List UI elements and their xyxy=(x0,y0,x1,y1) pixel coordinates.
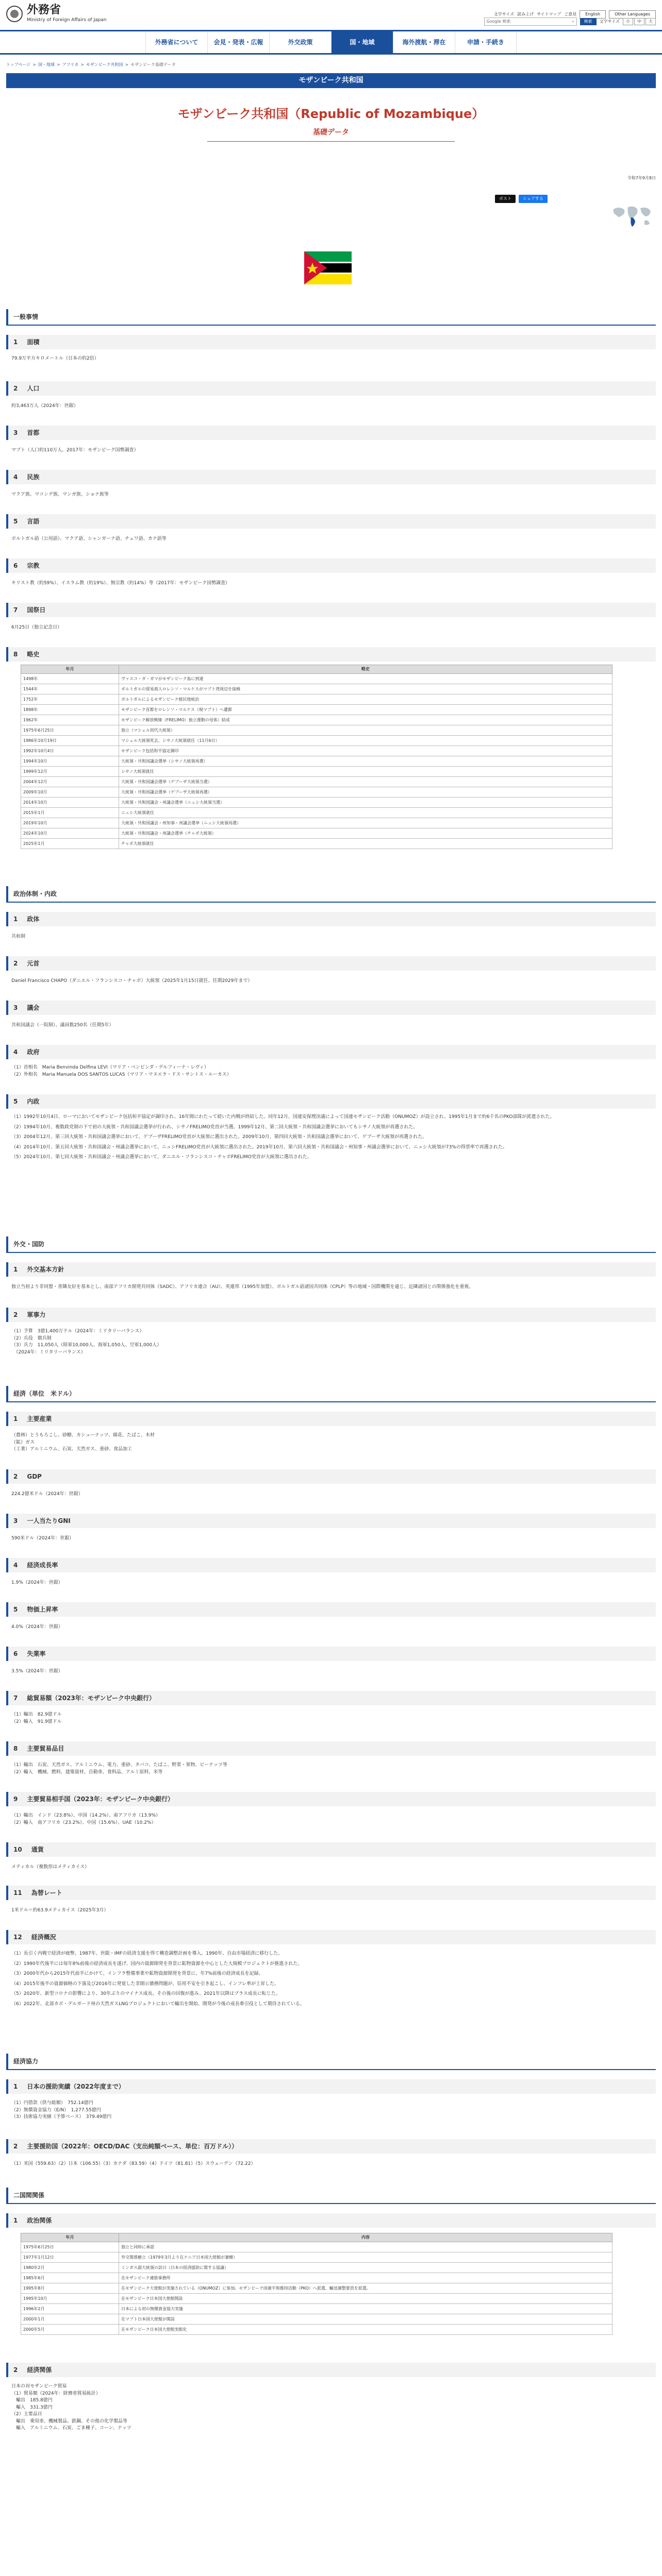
table-cell-content: モザンビーク解放戦線（FRELIMO）独立運動の母体）結成 xyxy=(119,715,613,725)
section-heading: 政治体制・内政 xyxy=(6,886,656,903)
item-gdp-value: 224.2億米ドル（2024年：世銀） xyxy=(11,1492,83,1497)
section-cooperation xyxy=(0,2054,662,2070)
item-heading: 6 失業率 xyxy=(6,1647,656,1661)
table-cell-date: 2000年5月 xyxy=(21,2325,119,2335)
table-cell-content: ポルトガルの貿易商人ロレンソ・マルケスがマプト湾周辺を探検 xyxy=(119,684,613,694)
util-link-feedback[interactable]: ご意見 xyxy=(564,12,577,16)
site-header xyxy=(0,0,662,29)
item-heading: 8 略史 xyxy=(6,647,656,662)
share-buttons xyxy=(495,195,548,203)
table-row xyxy=(21,798,613,808)
table-row xyxy=(21,715,613,725)
table-row xyxy=(21,736,613,746)
table-cell-content: ニュシ大統領就任 xyxy=(119,808,613,818)
table-row xyxy=(21,746,613,756)
item-heading: 6 宗教 xyxy=(6,558,656,573)
item-national-day xyxy=(0,603,662,617)
item-trade-partners-value: （1）輸出 インド（23.8%）、中国（14.2%）、南アフリカ（13.9%） （2）輸入 南アフリカ（23.2%）、中国（15.6%）、UAE（10.2%） xyxy=(11,1813,161,1825)
item-language-value: ポルトガル語（公用語）、マクア語、シャンガーナ語、チェワ語、カナ語等 xyxy=(11,536,167,541)
util-link-sitemap[interactable]: サイトマップ xyxy=(537,12,561,16)
item-domestic-politics-value: （1）1992年10月4日、ローマにおいてモザンビーク包括和平協定が調印され、16年間にわたって続いた内戦が終結した。同年12月、国連安保理決議によって国連モザンビーク活動（ONUMOZ）が設立され、1995年1月まで約6千名のPKO部隊が派遣された。 （2）1994年10月、複数政党制の下で初の大統領・共和国議会選挙が行われ、シサノFRELIMO党首が当選。1999年12月、第二回大統領・共和国議会選挙においてもシサノ大統領が再選された。 （3）2004年12月、第三回大統領・共和国議会選挙において、ゲブーザFRELIMO党首が大統領に選出された。2009年10月、第四回大統領・共和国議会選挙において、ゲブーザ大統領が再選された。 （4）2014年10月、第五回大統領・共和国議会・州議会選挙において、ニュシFRELIMO党首が大統領に選出された。2019年10月、第六回大統領・共和国議会・州知事・州議会選挙において、ニュシ大統領が73%の得票率で再選された。 （5）2024年10月、第七回大統領・共和国議会・州議会選挙において、ダニエル・フランシスコ・チャポFRELIMO党首が大統領に選出された。 xyxy=(11,1114,555,1160)
table-cell-date: 1977年1月12日 xyxy=(21,2252,119,2263)
item-growth-value: 1.9%（2024年：世銀） xyxy=(11,1580,63,1585)
item-history xyxy=(0,647,662,662)
logo-english: Ministry of Foreign Affairs of Japan xyxy=(27,18,107,23)
table-row xyxy=(21,2325,613,2335)
table-cell-date: 1898年 xyxy=(21,705,119,715)
table-cell-date: 1498年 xyxy=(21,674,119,684)
table-cell-content: 在モザンビーク大使館が実施されている（ONUMOZ）に参加。モザンビーク国連平和維持活動（PKO）へ派遣、輸送調整要員を派遣。 xyxy=(119,2283,613,2294)
breadcrumb: トップページ > 国・地域 > アフリカ > モザンビーク共和国 > モザンビーク基礎データ xyxy=(6,62,176,67)
table-cell-date: 1996年2月 xyxy=(21,2304,119,2314)
item-foreign-policy-value: 独立当初より非同盟・善隣友好を基本とし、南部アフリカ開発共同体（SADC）、アフリカ連合（AU）、英連邦（1995年加盟）、ポルトガル語諸国共同体（CPLP）等の地域・国際機関を通じ、近隣諸国との関係強化を重視。 xyxy=(11,1284,474,1290)
share-x-button[interactable]: ポスト xyxy=(495,195,516,203)
item-heading: 3 議会 xyxy=(6,1001,656,1015)
item-heading: 7 国祭日 xyxy=(6,603,656,617)
table-cell-content: 在モザンビーク連絡事務所 xyxy=(119,2273,613,2283)
section-heading: 経済（単位 米ドル） xyxy=(6,1386,656,1402)
table-cell-date: 1975年6月25日 xyxy=(21,725,119,736)
item-area xyxy=(0,335,662,349)
table-row xyxy=(21,2263,613,2273)
table-row xyxy=(21,2304,613,2314)
table-row xyxy=(21,705,613,715)
table-row xyxy=(21,694,613,705)
item-heading: 9 主要貿易相手国（2023年：モザンビーク中央銀行） xyxy=(6,1792,656,1806)
item-heading: 1 主要産業 xyxy=(6,1412,656,1426)
table-row xyxy=(21,828,613,839)
table-row xyxy=(21,674,613,684)
table-cell-date: 1962年 xyxy=(21,715,119,725)
global-nav xyxy=(0,30,662,55)
country-banner: モザンビーク共和国 xyxy=(6,73,656,88)
table-cell-date: 1999年12月 xyxy=(21,767,119,777)
publish-date: 令和7年9月8日 xyxy=(627,176,656,180)
item-heading: 7 総貿易額（2023年：モザンビーク中央銀行） xyxy=(6,1691,656,1705)
table-row xyxy=(21,756,613,767)
table-cell-date: 1544年 xyxy=(21,684,119,694)
table-cell-date: 2009年10月 xyxy=(21,787,119,798)
table-row xyxy=(21,777,613,787)
history-table xyxy=(21,665,613,849)
mofa-seal-icon xyxy=(6,6,23,22)
item-trade-value: （1）輸出 82.9億ドル （2）輸入 91.9億ドル xyxy=(11,1712,62,1724)
nav-item-applications[interactable]: 申請・手続き xyxy=(455,31,517,53)
item-area-value: 79.9万平方キロメートル（日本の約2倍） xyxy=(11,356,99,361)
table-row xyxy=(21,818,613,828)
table-row xyxy=(21,2273,613,2283)
util-link-readaloud[interactable]: 読み上げ xyxy=(517,12,534,16)
item-heading: 1 外交基本方針 xyxy=(6,1262,656,1277)
table-cell-content: 独立と同時に承認 xyxy=(119,2242,613,2252)
table-cell-content: モザンビーク首都をロレンソ・マルケス（現マプト）へ遷都 xyxy=(119,705,613,715)
item-population-value: 約3,463万人（2024年：世銀） xyxy=(11,403,78,409)
item-heading: 3 首都 xyxy=(6,426,656,440)
item-heading: 5 言語 xyxy=(6,514,656,529)
item-economic-overview-value: （1）長引く内戦で経済が疲弊。1987年、世銀・IMFの経済支援を得て構造調整計画を導入。1990年、自由市場経済に移行した。 （2）1990年代後半には毎年8%前後の経済成長を遂げ、国内の資源開発を背景に鉱物資源を中心とした大規模プロジェクトが推進された。 （3）2000年代から2015年代前半にかけて、インフラ整備事業や鉱物資源開発を背景に、年7%前後の経済成長を記録。 （4）2015年後半の資源価格の下落及び2016年に発覚した非開示債務問題が、信用不安を引き起こし、インフレ率が上昇した。 （5）2020年、新型コロナの影響により、30年ぶりのマイナス成長。その後の回復が進み、2021年以降はプラス成長に転じた。 （6）2022年、北部カボ・デルガード州の天然ガスLNGプロジェクトにおいて輸出を開始、開発が今後の成長牽引役として期待されている。 xyxy=(11,1951,305,2007)
item-heading: 2 GDP xyxy=(6,1469,656,1484)
table-header: 年月 xyxy=(21,665,119,674)
item-heading: 1 日本の援助実績（2022年度まで） xyxy=(6,2079,656,2094)
section-general xyxy=(0,309,662,326)
table-cell-date: 1992年10月4日 xyxy=(21,746,119,756)
table-header: 略史 xyxy=(119,665,613,674)
item-ethnicity xyxy=(0,470,662,484)
item-japan-aid-value: （1）円借款（供与総額） 752.14億円 （2）無償資金協力（E/N） 1,277.55億円 （3）技術協力実績（予算ベース） 379.49億円 xyxy=(11,2100,112,2120)
table-cell-date: 1975年6月25日 xyxy=(21,2242,119,2252)
section-heading: 外交・国防 xyxy=(6,1236,656,1253)
table-cell-content: チャポ大統領就任 xyxy=(119,839,613,849)
section-heading: 一般事情 xyxy=(6,309,656,326)
table-row xyxy=(21,787,613,798)
table-cell-content: モザンビーク包括和平協定調印 xyxy=(119,746,613,756)
share-facebook-button[interactable]: シェアする xyxy=(519,195,548,203)
item-heading: 2 元首 xyxy=(6,956,656,971)
breadcrumb-top[interactable]: トップページ xyxy=(6,62,31,67)
item-national-day-value: 6月25日（独立記念日） xyxy=(11,625,62,630)
item-heading: 4 民族 xyxy=(6,470,656,484)
item-language xyxy=(0,514,662,529)
item-heading: 5 物価上昇率 xyxy=(6,1602,656,1617)
item-government-value: （1）首相名 Maria Benvinda Delfina LEVI（マリア・ベンビンダ・デルフィーナ・レヴィ） （2）外相名 Maria Manuela DOS SANTOS LUCAS（マリア・マヌエラ・ドス・サントス・ルーカス） xyxy=(11,1065,231,1077)
table-cell-date: 2015年1月 xyxy=(21,808,119,818)
item-religion-value: キリスト教（約59%）、イスラム教（約19%）、無宗教（約14%）等（2017年：モザンビーク国勢調査） xyxy=(11,581,230,586)
table-row xyxy=(21,2242,613,2252)
breadcrumb-mozambique[interactable]: モザンビーク共和国 xyxy=(86,62,123,67)
table-cell-date: 2004年12月 xyxy=(21,777,119,787)
table-cell-date: 2019年10月 xyxy=(21,818,119,828)
item-heading: 1 政治関係 xyxy=(6,2213,656,2228)
world-map-icon xyxy=(610,202,654,231)
item-head-of-state-value: Daniel Francisco CHAPO（ダニエル・フランシスコ・チャポ）大統領（2025年1月15日就任、任期2029年まで） xyxy=(11,978,253,984)
table-row xyxy=(21,808,613,818)
page-title: モザンビーク共和国（Republic of Mozambique） xyxy=(177,107,485,121)
item-gni-value: 590米ドル（2024年：世銀） xyxy=(11,1536,74,1541)
section-heading: 二国間関係 xyxy=(6,2188,656,2204)
item-capital-value: マプト（人口約110万人、2017年：モザンビーク国勢調査） xyxy=(11,448,139,453)
item-industry-value: （農林）とうもろこし、砂糖、カシューナッツ、綿花、たばこ、木材 （鉱）ガス （工業）アルミニウム、石炭、天然ガス、重砂、食品加工 xyxy=(11,1433,155,1452)
item-heading: 10 通貨 xyxy=(6,1842,656,1857)
history-table-wrap xyxy=(0,665,662,849)
item-polity-value: 共和制 xyxy=(11,934,26,939)
section-heading: 経済協力 xyxy=(6,2054,656,2070)
title-rule xyxy=(207,141,455,142)
item-ethnicity-value: マクア族、マコンデ族、マンガ族、ショナ族等 xyxy=(11,492,109,497)
title-block xyxy=(0,90,662,142)
table-cell-content: シサノ大統領就任 xyxy=(119,767,613,777)
item-population xyxy=(0,381,662,396)
section-bilateral xyxy=(0,2188,662,2204)
table-cell-date: 1986年10月19日 xyxy=(21,736,119,746)
nav-item-about[interactable]: 外務省について xyxy=(145,31,207,53)
table-header: 年月 xyxy=(21,2233,119,2242)
table-cell-content: 在モザンビーク日本国大使館実館化 xyxy=(119,2325,613,2335)
table-cell-date: 1985年6月 xyxy=(21,2273,119,2283)
bilateral-table xyxy=(21,2233,613,2335)
table-row xyxy=(21,2314,613,2325)
item-heading: 5 内政 xyxy=(6,1094,656,1109)
breadcrumb-africa[interactable]: アフリカ xyxy=(62,62,79,67)
item-heading: 4 政府 xyxy=(6,1045,656,1059)
item-capital xyxy=(0,426,662,440)
item-heading: 1 面積 xyxy=(6,335,656,349)
item-heading: 2 人口 xyxy=(6,381,656,396)
section-economy xyxy=(0,1386,662,1402)
table-row xyxy=(21,684,613,694)
table-row xyxy=(21,767,613,777)
table-cell-content: 大統領・共和国議会・州知事・州議会選挙（ニュシ大統領再選） xyxy=(119,818,613,828)
item-heading: 11 為替レート xyxy=(6,1886,656,1900)
section-diplomacy xyxy=(0,1236,662,1253)
lang-other-button[interactable]: Other Languages xyxy=(609,10,656,19)
item-trade-items-value: （1）輸出 石炭、天然ガス、アルミニウム、電力、重砂、タバコ、たばこ、野菜・果物、ピーナッツ等 （2）輸入 機械、燃料、建築資材、自動車、食料品、アルミ原料、米等 xyxy=(11,1762,227,1775)
table-cell-date: 1980年2月 xyxy=(21,2263,119,2273)
table-cell-content: 大統領・共和国議会選挙（シサノ大統領再選） xyxy=(119,756,613,767)
item-parliament-value: 共和国議会（一院制）、議員数250名（任期5年） xyxy=(11,1023,114,1028)
nav-item-policy[interactable]: 外交政策 xyxy=(269,31,331,53)
item-religion xyxy=(0,558,662,573)
textsize-controls xyxy=(623,18,656,25)
textsize-large-button[interactable]: 大 xyxy=(646,18,656,25)
lang-english-button[interactable]: English xyxy=(580,10,606,19)
search-row xyxy=(484,18,656,26)
table-header: 内容 xyxy=(119,2233,613,2242)
breadcrumb-countries[interactable]: 国・地域 xyxy=(38,62,55,67)
page-subtitle: 基礎データ xyxy=(313,128,349,137)
breadcrumb-current: モザンビーク基礎データ xyxy=(130,62,176,67)
bilateral-table-wrap xyxy=(0,2233,662,2335)
search-placeholder: Google 検索 xyxy=(486,19,511,24)
section-politics xyxy=(0,886,662,903)
mozambique-flag-icon xyxy=(304,251,352,284)
table-cell-date: 1995年10月 xyxy=(21,2294,119,2304)
item-heading: 12 経済概況 xyxy=(6,1930,656,1944)
item-exchange-rate-value: 1米ドル＝約63.9メティカイス（2025年3月） xyxy=(11,1908,109,1913)
item-heading: 2 主要援助国（2022年：OECD/DAC（支出純額ベース、単位：百万ドル）） xyxy=(6,2139,656,2154)
table-cell-content: ポルトガルによるモザンビーク植民地統治 xyxy=(119,694,613,705)
table-cell-content: マシェル大統領死去、シサノ大統領就任（11月6日） xyxy=(119,736,613,746)
item-heading: 4 経済成長率 xyxy=(6,1558,656,1572)
item-unemployment-value: 3.5%（2024年：世銀） xyxy=(11,1669,63,1674)
item-currency-value: メティカル（複数形はメティカイス） xyxy=(11,1865,90,1870)
table-cell-date: 2014年10月 xyxy=(21,798,119,808)
table-cell-content: 独立（マシェル初代大統領） xyxy=(119,725,613,736)
table-cell-content: 大統領・共和国議会選挙（ゲブーザ大統領当選） xyxy=(119,777,613,787)
item-heading: 2 経済関係 xyxy=(6,2363,656,2377)
table-cell-content: 大統領・共和国議会・州議会選挙（チャポ大統領） xyxy=(119,828,613,839)
item-heading: 2 軍事力 xyxy=(6,1308,656,1322)
textsize-small-button[interactable]: 小 xyxy=(623,18,633,25)
table-row xyxy=(21,2252,613,2263)
textsize-medium-button[interactable]: 中 xyxy=(634,18,644,25)
search-button[interactable]: 検索 xyxy=(580,18,597,25)
search-icon: ⌕ xyxy=(572,19,574,24)
util-link-textsize[interactable]: 文字サイズ xyxy=(493,12,515,16)
textsize-label: 文字サイズ xyxy=(599,19,620,24)
table-cell-content: 在モザンビーク日本国大使館開設 xyxy=(119,2294,613,2304)
table-cell-content: 大統領・共和国議会・州議会選挙（ニュシ大統領当選） xyxy=(119,798,613,808)
table-row xyxy=(21,725,613,736)
table-cell-content: ヴァスコ・ダ・ガマがモザンビーク島に到達 xyxy=(119,674,613,684)
table-cell-content: 日本による初の無償資金協力実施 xyxy=(119,2304,613,2314)
table-cell-date: 2025年1月 xyxy=(21,839,119,849)
table-cell-date: 2024年10月 xyxy=(21,828,119,839)
table-cell-date: 2000年1月 xyxy=(21,2314,119,2325)
nav-item-travel[interactable]: 海外渡航・滞在 xyxy=(393,31,455,53)
table-cell-date: 1994年10月 xyxy=(21,756,119,767)
table-row xyxy=(21,2283,613,2294)
item-heading: 3 一人当たりGNI xyxy=(6,1514,656,1528)
table-row xyxy=(21,839,613,849)
nav-item-press[interactable]: 会見・発表・広報 xyxy=(207,31,269,53)
table-cell-date: 1752年 xyxy=(21,694,119,705)
table-cell-content: 在マプト日本国大使館が開設 xyxy=(119,2314,613,2325)
table-row xyxy=(21,2294,613,2304)
table-cell-content: ミンガス副大統領の訪日（日本の経済援助に関する協議） xyxy=(119,2263,613,2273)
nav-item-countries[interactable]: 国・地域 xyxy=(331,31,393,53)
item-heading: 1 政体 xyxy=(6,912,656,926)
item-inflation-value: 4.0%（2024年：世銀） xyxy=(11,1624,63,1630)
site-logo[interactable] xyxy=(6,4,107,24)
item-donors-value: （1）米国（559.63）（2）日本（106.55）（3）カナダ（83.59）（4）ドイツ（81.81）（5）スウェーデン（72.22） xyxy=(11,2161,256,2166)
table-cell-date: 1995年8月 xyxy=(21,2283,119,2294)
item-military-value: （1）予算 3億1,400万ドル（2024年：ミリタリーバランス） （2）兵役 徴兵制 （3）兵力 11,050人（陸軍10,000人、海軍1,050人、空軍1,000人） （2024年：ミリタリーバランス） xyxy=(11,1329,162,1355)
table-cell-content: 外交関係樹立（1979年3月より在ケニア日本国大使館が兼轄） xyxy=(119,2252,613,2263)
item-economic-relations-value: 日本の対モザンビーク貿易 （1）貿易額（2024年：財務省貿易統計） 輸出 185.8億円 輸入 331.3億円 （2）主要品目 輸出 乗用車、機械製品、鉄鋼、その他の化学製品等 輸入 アルミニウム、石炭、ごま種子、コーン、ナッツ xyxy=(11,2384,131,2431)
search-input[interactable] xyxy=(484,18,577,26)
logo-japanese: 外務省 xyxy=(27,3,61,16)
item-heading: 8 主要貿易品目 xyxy=(6,1741,656,1756)
table-cell-content: 大統領・共和国議会選挙（ゲブーザ大統領再選） xyxy=(119,787,613,798)
